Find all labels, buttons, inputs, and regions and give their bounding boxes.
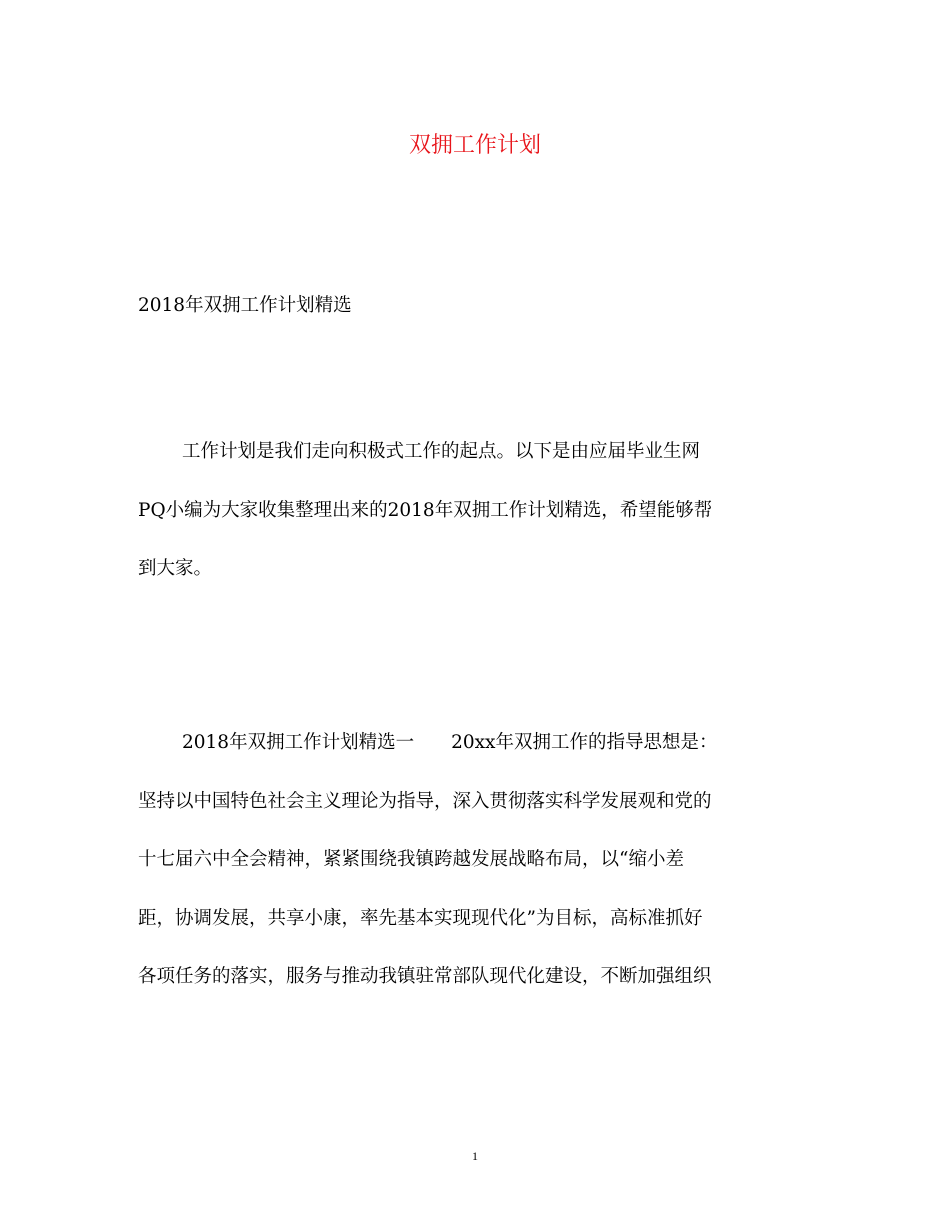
paragraph-line: 各项任务的落实，服务与推动我镇驻常部队现代化建设，不断加强组织: [138, 966, 712, 987]
document-title: 双拥工作计划: [408, 133, 541, 158]
document-subtitle: 2018年双拥工作计划精选: [138, 295, 352, 316]
paragraph-line: 距，协调发展，共享小康，率先基本实现现代化”为目标，高标准抓好: [138, 907, 703, 929]
paragraph-line: 2018年双拥工作计划精选一 20xx年双拥工作的指导思想是：: [182, 732, 718, 753]
paragraph-intro: [138, 423, 818, 599]
paragraph-line: 坚持以中国特色社会主义理论为指导，深入贯彻落实科学发展观和党的: [138, 790, 712, 812]
paragraph-line: 到大家。: [138, 558, 213, 579]
page-number: 1: [472, 1149, 478, 1163]
paragraph-line: 工作计划是我们走向积极式工作的起点。以下是由应届毕业生网: [182, 441, 701, 462]
paragraph-line: PQ小编为大家收集整理出来的2018年双拥工作计划精选，希望能够帮: [138, 499, 713, 521]
paragraph-guiding-idea: [138, 714, 818, 1007]
paragraph-line: 十七届六中全会精神，紧紧围绕我镇跨越发展战略布局，以“缩小差: [138, 849, 684, 870]
